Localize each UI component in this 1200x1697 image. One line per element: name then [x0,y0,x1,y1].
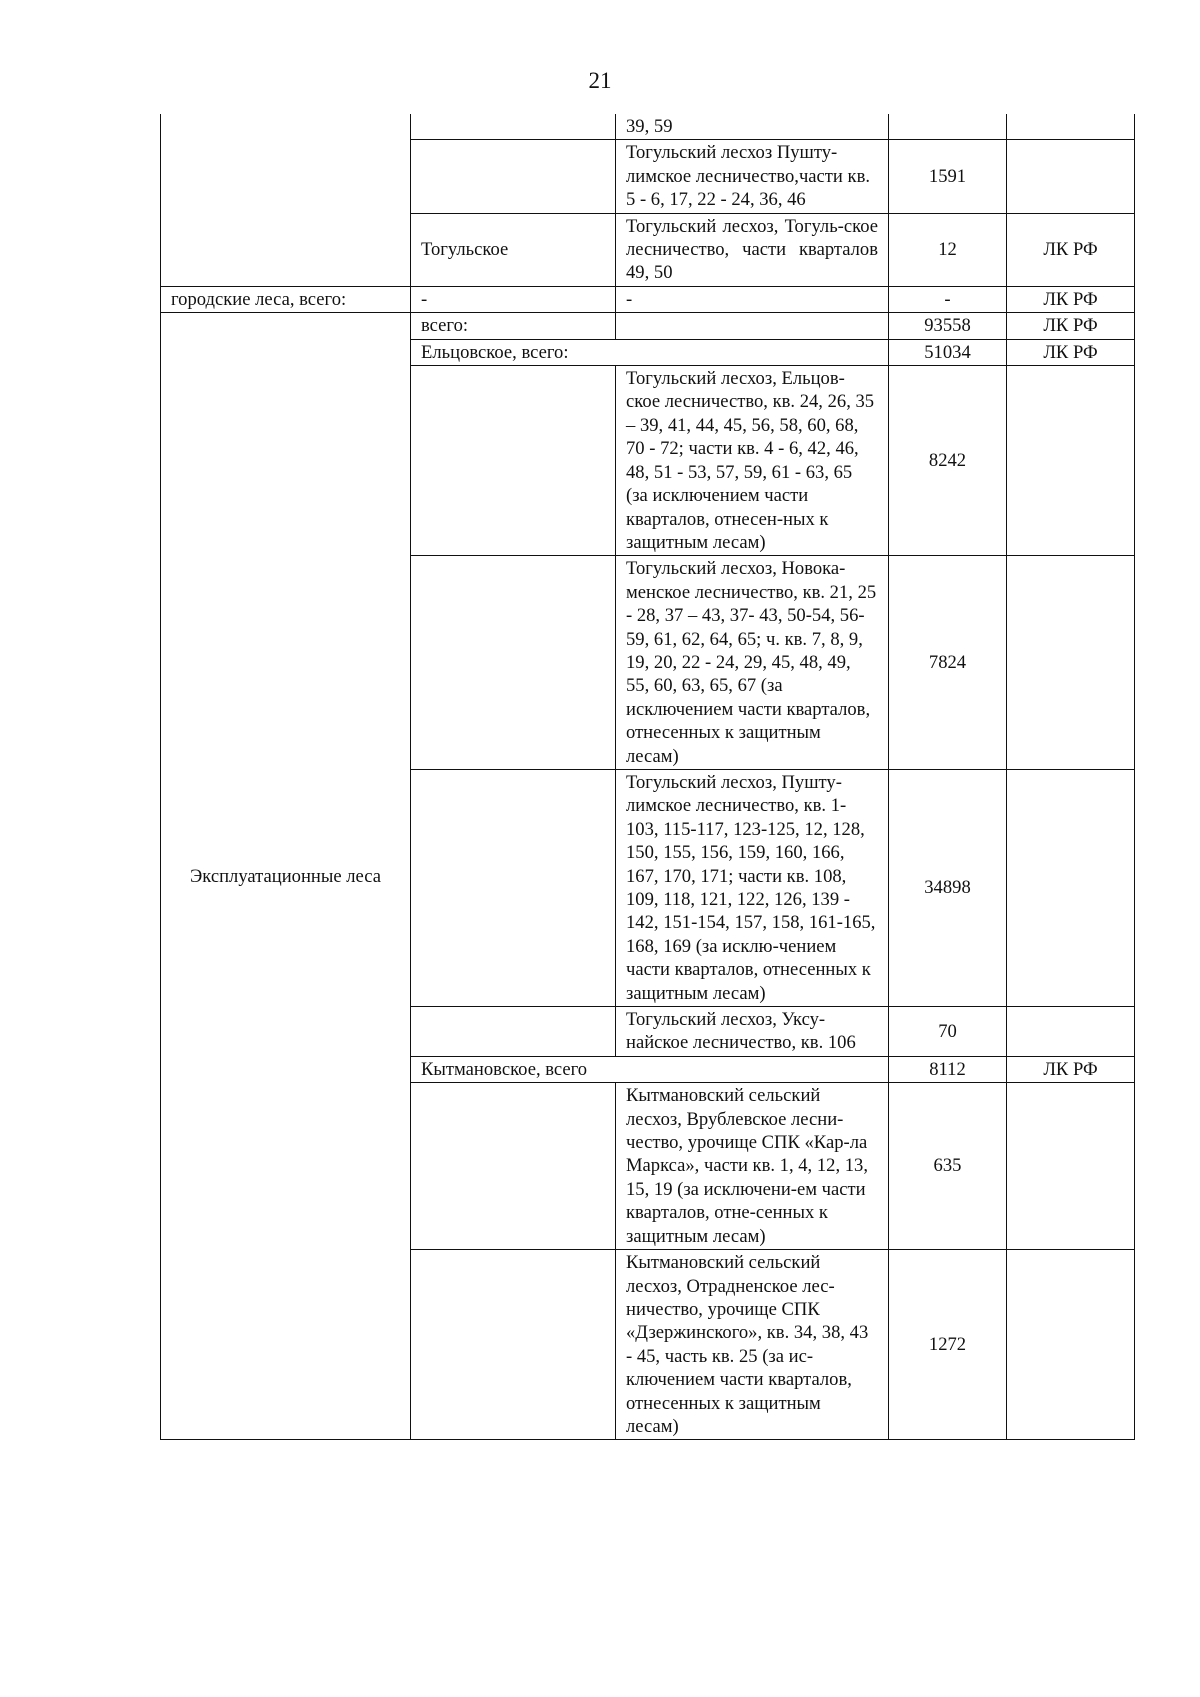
status-cell [1007,140,1135,213]
description-cell: Кытмановский сельский лесхоз, Врублевское лесни-чество, урочище СПК «Кар-ла Маркса», части кв. 1, 4, 12, 13, 15, 19 (за исключени-ем части кварталов, отне-сенных к защитным лесам) [616,1083,889,1250]
name-cell [411,1083,616,1250]
name-cell [411,366,616,556]
area-cell: 34898 [889,769,1007,1006]
name-cell [411,769,616,1006]
status-cell [1007,1007,1135,1057]
area-cell: 1591 [889,140,1007,213]
status-cell [1007,1083,1135,1250]
category-cell: Эксплуатационные леса [161,313,411,1440]
area-cell: 8112 [889,1056,1007,1082]
area-cell: 1272 [889,1250,1007,1440]
status-cell: ЛК РФ [1007,213,1135,286]
area-cell: 51034 [889,339,1007,365]
description-cell: Тогульский лесхоз, Уксу-найское лесничество, кв. 106 [616,1007,889,1057]
status-cell [1007,114,1135,140]
status-cell: ЛК РФ [1007,286,1135,312]
area-cell: 12 [889,213,1007,286]
area-cell: 70 [889,1007,1007,1057]
area-cell: 93558 [889,313,1007,339]
area-cell: 7824 [889,556,1007,770]
name-cell [411,1007,616,1057]
description-cell: Тогульский лесхоз, Тогуль-ское лесничество, части кварталов 49, 50 [616,213,889,286]
category-cell: городские леса, всего: [161,286,411,312]
table-row [161,286,1135,312]
description-cell: Тогульский лесхоз, Новока-менское лесничество, кв. 21, 25 - 28, 37 – 43, 37- 43, 50-54, 56-59, 61, 62, 64, 65; ч. кв. 7, 8, 9, 19, 20, 22 - 24, 29, 45, 48, 49, 55, 60, 63, 65, 67 (за исключением части кварталов, отнесенных к защитным лесам) [616,556,889,770]
description-cell: Тогульский лесхоз, Пушту-лимское лесничество, кв. 1-103, 115-117, 123-125, 12, 128, 150, 155, 156, 159, 160, 166, 167, 170, 171; части кв. 108, 109, 118, 121, 122, 126, 139 - 142, 151-154, 157, 158, 161-165, 168, 169 (за исклю-чением части кварталов, отнесенных к защитным лесам) [616,769,889,1006]
description-cell: - [616,286,889,312]
name-cell: всего: [411,313,616,339]
name-cell: Кытмановское, всего [411,1056,889,1082]
area-cell [889,114,1007,140]
area-cell: 8242 [889,366,1007,556]
name-cell [411,1250,616,1440]
area-cell: - [889,286,1007,312]
status-cell [1007,1250,1135,1440]
name-cell: Ельцовское, всего: [411,339,889,365]
description-cell: Тогульский лесхоз, Ельцов-ское лесничество, кв. 24, 26, 35 – 39, 41, 44, 45, 56, 58, 60, 68, 70 - 72; части кв. 4 - 6, 42, 46, 48, 51 - 53, 57, 59, 61 - 63, 65 (за исключением части кварталов, отнесен-ных к защитным лесам) [616,366,889,556]
name-cell: Тогульское [411,213,616,286]
forest-table [160,114,1135,1440]
page-number: 21 [588,68,612,93]
description-cell: 39, 59 [616,114,889,140]
description-cell: Тогульский лесхоз Пушту-лимское лесничество,части кв. 5 - 6, 17, 22 - 24, 36, 46 [616,140,889,213]
category-cell [161,114,411,286]
name-cell [411,140,616,213]
name-cell: - [411,286,616,312]
status-cell [1007,366,1135,556]
status-cell: ЛК РФ [1007,1056,1135,1082]
table-row [161,114,1135,140]
table-row [161,313,1135,339]
status-cell: ЛК РФ [1007,313,1135,339]
name-cell [411,114,616,140]
status-cell [1007,769,1135,1006]
name-cell [411,556,616,770]
description-cell: Кытмановский сельский лесхоз, Отрадненское лес-ничество, урочище СПК «Дзержинского», кв. 34, 38, 43 - 45, часть кв. 25 (за ис-ключением части кварталов, отнесенных к защитным лесам) [616,1250,889,1440]
description-cell [616,313,889,339]
area-cell: 635 [889,1083,1007,1250]
status-cell [1007,556,1135,770]
status-cell: ЛК РФ [1007,339,1135,365]
